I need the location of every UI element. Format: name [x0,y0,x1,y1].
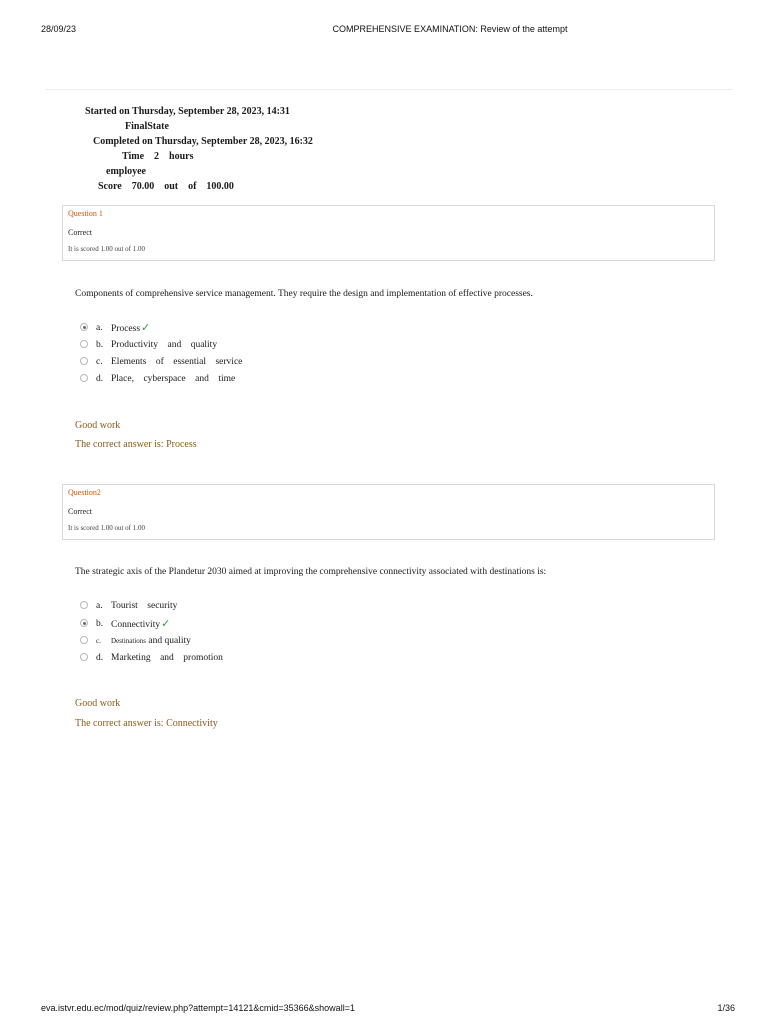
question-info-2 [62,484,715,540]
question-grade: It is scored 1.00 out of 1.00 [68,245,145,253]
radio-unselected[interactable] [80,340,88,348]
answer-option-c[interactable] [80,634,191,648]
option-text-small: Destinations [111,637,146,645]
feedback: Good work [75,698,121,709]
radio-unselected[interactable] [80,601,88,609]
option-letter: c. [96,357,103,367]
option-text: Tourist security [111,601,178,611]
option-letter: a. [96,323,103,333]
print-page-title: COMPREHENSIVE EXAMINATION: Review of the attempt [332,24,568,34]
started-on: Started on Thursday, September 28, 2023, 14:31 [85,106,290,117]
question-number: Question2 [68,488,101,497]
divider [46,89,732,90]
question-state: Correct [68,228,92,237]
option-text: Productivity and quality [111,340,218,350]
question-info-1 [62,205,715,261]
radio-selected[interactable] [80,619,88,627]
answer-option-b[interactable] [80,338,218,352]
answer-option-c[interactable] [80,355,243,369]
answer-option-d[interactable] [80,651,223,665]
correct-answer: The correct answer is: Connectivity [75,718,218,729]
radio-unselected[interactable] [80,636,88,644]
option-text: Elements of essential service [111,357,243,367]
answer-option-a[interactable] [80,321,151,335]
employee: employee [106,166,146,177]
print-header [0,24,768,38]
option-letter: c. [96,637,101,645]
page-number: 1/36 [717,1003,735,1013]
answer-option-a[interactable] [80,599,178,613]
time-taken: Time 2 hours [122,151,194,162]
answer-option-b[interactable] [80,617,171,631]
option-text: and quality [146,636,191,646]
state: FinalState [125,121,169,132]
option-letter: b. [96,340,104,350]
radio-selected[interactable] [80,323,88,331]
radio-unselected[interactable] [80,357,88,365]
print-footer [0,1003,768,1017]
option-letter: b. [96,619,104,629]
radio-unselected[interactable] [80,374,88,382]
question-state: Correct [68,507,92,516]
option-text: Place, cyberspace and time [111,374,236,384]
check-icon: ✓ [161,618,171,630]
option-letter: a. [96,601,103,611]
score: Score 70.00 out of 100.00 [98,181,234,192]
question-number: Question 1 [68,209,103,218]
option-text: Connectivity [111,620,161,630]
option-text: Process [111,324,141,334]
page-url: eva.istvr.edu.ec/mod/quiz/review.php?attempt=14121&cmid=35366&showall=1 [41,1003,355,1013]
question-text: Components of comprehensive service management. They require the design and implementation of effective processes. [75,289,533,299]
print-date: 28/09/23 [41,24,77,34]
answer-option-d[interactable] [80,372,236,386]
question-text: The strategic axis of the Plandetur 2030 aimed at improving the comprehensive connectivity associated with destinations is: [75,567,547,577]
radio-unselected[interactable] [80,653,88,661]
check-icon: ✓ [141,322,151,334]
question-grade: It is scored 1.00 out of 1.00 [68,524,145,532]
completed-on: Completed on Thursday, September 28, 2023, 16:32 [93,136,313,147]
option-text: Marketing and promotion [111,653,223,663]
correct-answer: The correct answer is: Process [75,439,197,450]
option-letter: d. [96,653,104,663]
option-letter: d. [96,374,104,384]
feedback: Good work [75,420,121,431]
